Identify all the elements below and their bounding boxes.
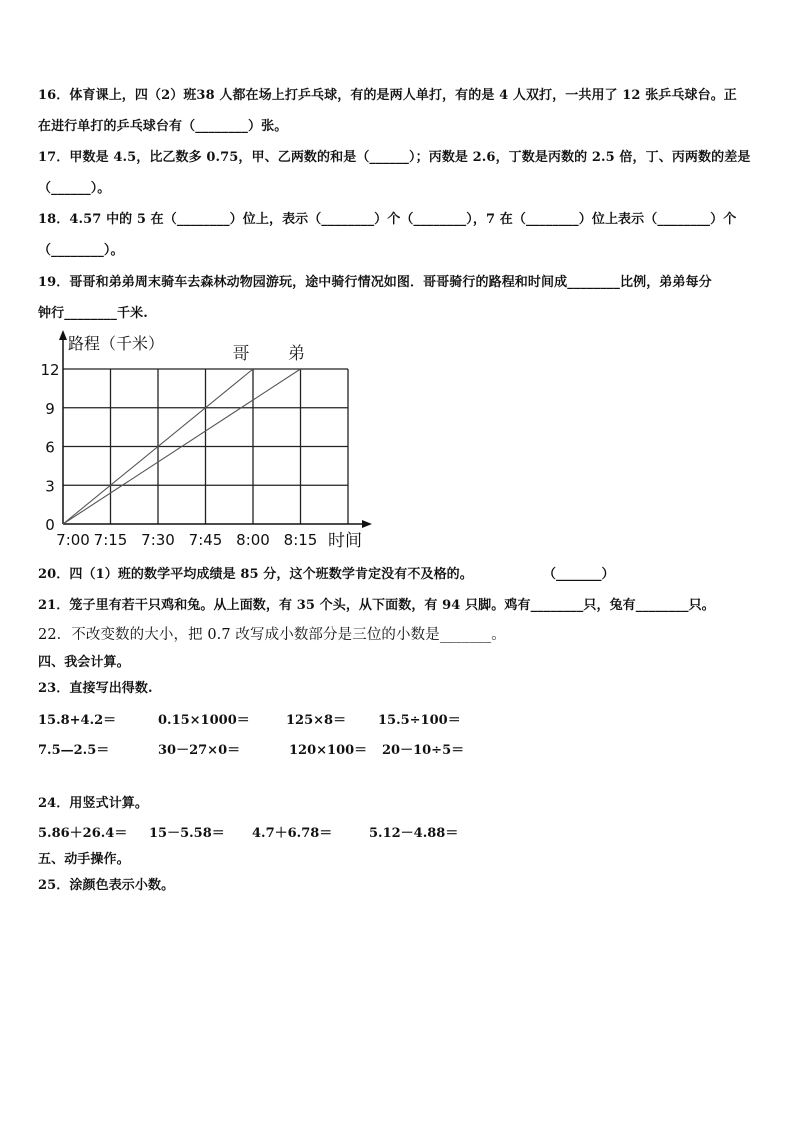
question-17-line-2: （______）。 xyxy=(38,181,111,196)
x-tick-label: 8:00 xyxy=(236,531,270,549)
question-19-line-2: 钟行________千米. xyxy=(38,306,148,321)
question-22: 22．不改变数的大小，把 0.7 改写成小数部分是三位的小数是_______。 xyxy=(38,627,506,643)
question-16-line-1: 16．体育课上，四（2）班38 人都在场上打乒乓球，有的是两人单打，有的是 4 人双打，一共用了 12 张乒乓球台。正 xyxy=(38,88,737,103)
y-tick-label: 6 xyxy=(45,438,55,457)
question-21: 21．笼子里有若干只鸡和兔。从上面数，有 35 个头，从下面数，有 94 只脚。鸡有________只，兔有________只。 xyxy=(38,598,715,613)
chart-labels xyxy=(40,334,362,551)
question-24: 24．用竖式计算。 xyxy=(38,796,148,811)
y-axis-arrow xyxy=(59,330,67,340)
calc-24-3: 4.7＋6.78＝ xyxy=(252,826,333,841)
calc-23-6: 30－27×0＝ xyxy=(158,743,241,758)
chart-axes xyxy=(59,330,372,528)
question-18-line-2: （________）。 xyxy=(38,243,124,258)
question-18-line-1: 18．4.57 中的 5 在（________）位上，表示（________）个（________），7 在（________）位上表示（________）个 xyxy=(38,212,737,227)
calc-23-1: 15.8+4.2＝ xyxy=(38,713,117,728)
series-label-0: 哥 xyxy=(232,344,250,364)
calc-23-8: 20－10÷5＝ xyxy=(382,743,465,758)
question-16-line-2: 在进行单打的乒乓球台有（________）张。 xyxy=(38,119,288,134)
y-tick-label: 3 xyxy=(45,477,55,496)
x-axis-title: 时间 xyxy=(328,531,362,551)
calc-23-7: 120×100＝ xyxy=(289,743,368,758)
question-19-line-1: 19．哥哥和弟弟周末骑车去森林动物园游玩，途中骑行情况如图．哥哥骑行的路程和时间成________比例，弟弟每分 xyxy=(38,275,712,290)
y-tick-label: 0 xyxy=(45,516,55,534)
distance-time-chart xyxy=(30,330,380,555)
calc-24-4: 5.12－4.88＝ xyxy=(369,826,459,841)
question-17-line-1: 17．甲数是 4.5，比乙数多 0.75，甲、乙两数的和是（______）；丙数是 2.6，丁数是丙数的 2.5 倍，丁、丙两数的差是 xyxy=(38,150,751,165)
question-20-answer-blank: （_______） xyxy=(543,567,615,582)
question-25: 25．涂颜色表示小数。 xyxy=(38,878,175,893)
x-tick-label: 7:15 xyxy=(93,531,128,549)
calc-23-3: 125×8＝ xyxy=(286,713,347,728)
series-label-1: 弟 xyxy=(288,344,305,364)
calc-23-4: 15.5÷100＝ xyxy=(378,713,461,728)
y-tick-label: 9 xyxy=(45,399,55,418)
calc-24-2: 15－5.58＝ xyxy=(149,826,225,841)
y-axis-title: 路程（千米） xyxy=(68,334,165,353)
x-tick-label: 8:15 xyxy=(283,531,318,549)
question-23: 23．直接写出得数. xyxy=(38,681,153,696)
x-tick-label: 7:30 xyxy=(141,531,175,549)
calc-23-2: 0.15×1000＝ xyxy=(158,713,250,728)
chart-grid xyxy=(63,369,348,524)
x-axis-arrow xyxy=(362,520,372,528)
y-tick-label: 12 xyxy=(40,361,60,379)
calc-24-1: 5.86＋26.4＝ xyxy=(38,826,128,841)
calc-23-5: 7.5—2.5＝ xyxy=(38,743,110,758)
x-tick-label: 7:45 xyxy=(188,531,223,549)
question-20: 20．四（1）班的数学平均成绩是 85 分，这个班数学肯定没有不及格的。 xyxy=(38,567,473,582)
section-4-heading: 四、我会计算。 xyxy=(38,655,130,670)
x-tick-label: 7:00 xyxy=(56,531,90,549)
section-5-heading: 五、动手操作。 xyxy=(38,852,130,867)
